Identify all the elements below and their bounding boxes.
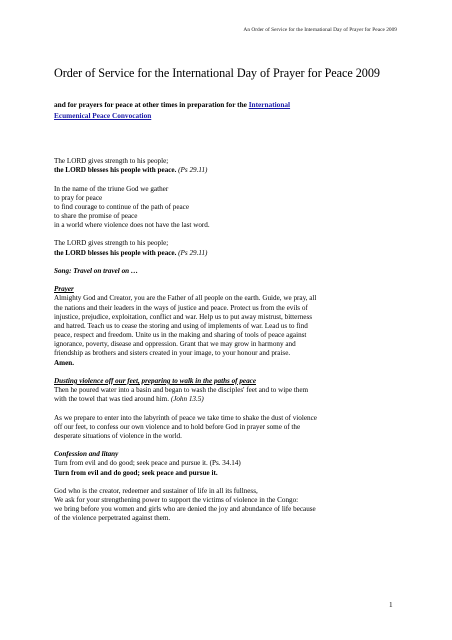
gathering-line: to find courage to continue of the path of peace — [54, 202, 190, 211]
confession-response: Turn from evil and do good; seek peace and pursue it. — [54, 468, 218, 477]
labyrinth-line: off our feet, to confess our own violence and to hold before God in prayer some of the — [54, 422, 301, 431]
scripture-reference: (Ps 29.11) — [176, 166, 208, 175]
congo-paragraph — [54, 487, 399, 524]
running-header: An Order of Service for the International Day of Prayer for Peace 2009 — [243, 27, 397, 33]
gathering-line: in a world where violence does not have the last word. — [54, 221, 210, 230]
subtitle — [54, 100, 394, 121]
prayer-line: Almighty God and Creator, you are the Father of all people on the earth. Guide, we pray, all — [54, 294, 317, 303]
dusting-line: Then he poured water into a basin and began to wash the disciples' feet and to wipe them — [54, 386, 309, 395]
amen: Amen. — [54, 358, 75, 367]
gathering-line: In the name of the triune God we gather — [54, 184, 169, 193]
verse-response-text: the LORD blesses his people with peace. — [54, 248, 177, 257]
prayer-line: ignorance, poverty, disease and oppression. Grant that we may grow in harmony and — [54, 340, 296, 349]
confession-heading: Confession and litany — [54, 450, 119, 459]
song-section — [54, 267, 399, 276]
congo-line: we bring before you women and girls who are denied the joy and abundance of life because — [54, 505, 316, 514]
scripture-reference: (Ps 29.11) — [176, 248, 208, 257]
page-title: Order of Service for the International Day of Prayer for Peace 2009 — [54, 66, 380, 80]
congo-line: of the violence perpetrated against them. — [54, 514, 171, 523]
confession-line: Turn from evil and do good; seek peace and pursue it. (Ps. 34.14) — [54, 459, 241, 468]
labyrinth-line: desperate situations of violence in the world. — [54, 431, 182, 440]
confession-section — [54, 450, 399, 477]
repeated-verse — [54, 239, 399, 257]
convocation-link-part-1[interactable]: International — [248, 100, 291, 109]
gathering-words — [54, 185, 399, 231]
prayer-line: the nations and their leaders in the ways of justice and peace. Protect us from the evils of — [54, 303, 308, 312]
dusting-heading: Dusting violence off our feet, preparing to walk in the paths of peace — [54, 376, 256, 385]
congo-line: We ask for your strengthening power to support the victims of violence in the Congo: — [54, 496, 299, 505]
congo-line: God who is the creator, redeemer and sustainer of life in all its fullness, — [54, 486, 258, 495]
prayer-section — [54, 285, 399, 367]
labyrinth-line: As we prepare to enter into the labyrinth of peace we take time to shake the dust of violence — [54, 413, 317, 422]
dusting-line-text: with the towel that was tied around him. — [54, 395, 171, 404]
prayer-line: friendship as brothers and sisters created in your image, to your honour and praise. — [54, 349, 291, 358]
service-body — [54, 157, 399, 533]
opening-verse — [54, 157, 399, 175]
gathering-line: to pray for peace — [54, 193, 103, 202]
prayer-line: and hatred. Teach us to cease the storing and using of implements of war. Lead us to find — [54, 321, 308, 330]
convocation-link-part-2[interactable]: Ecumenical Peace Convocation — [54, 110, 152, 120]
verse-line: The LORD gives strength to his people; — [54, 239, 169, 248]
dusting-section — [54, 377, 399, 404]
gathering-line: to share the promise of peace — [54, 211, 138, 220]
verse-response — [54, 166, 399, 175]
scripture-reference: (John 13.5) — [170, 395, 204, 404]
song-heading: Song: Travel on travel on … — [54, 266, 139, 275]
verse-response-text: the LORD blesses his people with peace. — [54, 166, 177, 175]
prayer-line: injustice, prejudice, exploitation, conflict and war. Help us to put away mistrust, bitterness — [54, 312, 312, 321]
prayer-heading: Prayer — [54, 285, 74, 294]
labyrinth-paragraph — [54, 414, 399, 441]
prayer-line: peace, respect and freedom. Unite us in the making and sharing of tools of peace against — [54, 331, 307, 340]
dusting-line — [54, 395, 399, 404]
page-number: 1 — [389, 601, 393, 609]
verse-response — [54, 249, 399, 258]
subtitle-text: and for prayers for peace at other times in preparation for the — [54, 100, 249, 109]
verse-line: The LORD gives strength to his people; — [54, 157, 169, 165]
